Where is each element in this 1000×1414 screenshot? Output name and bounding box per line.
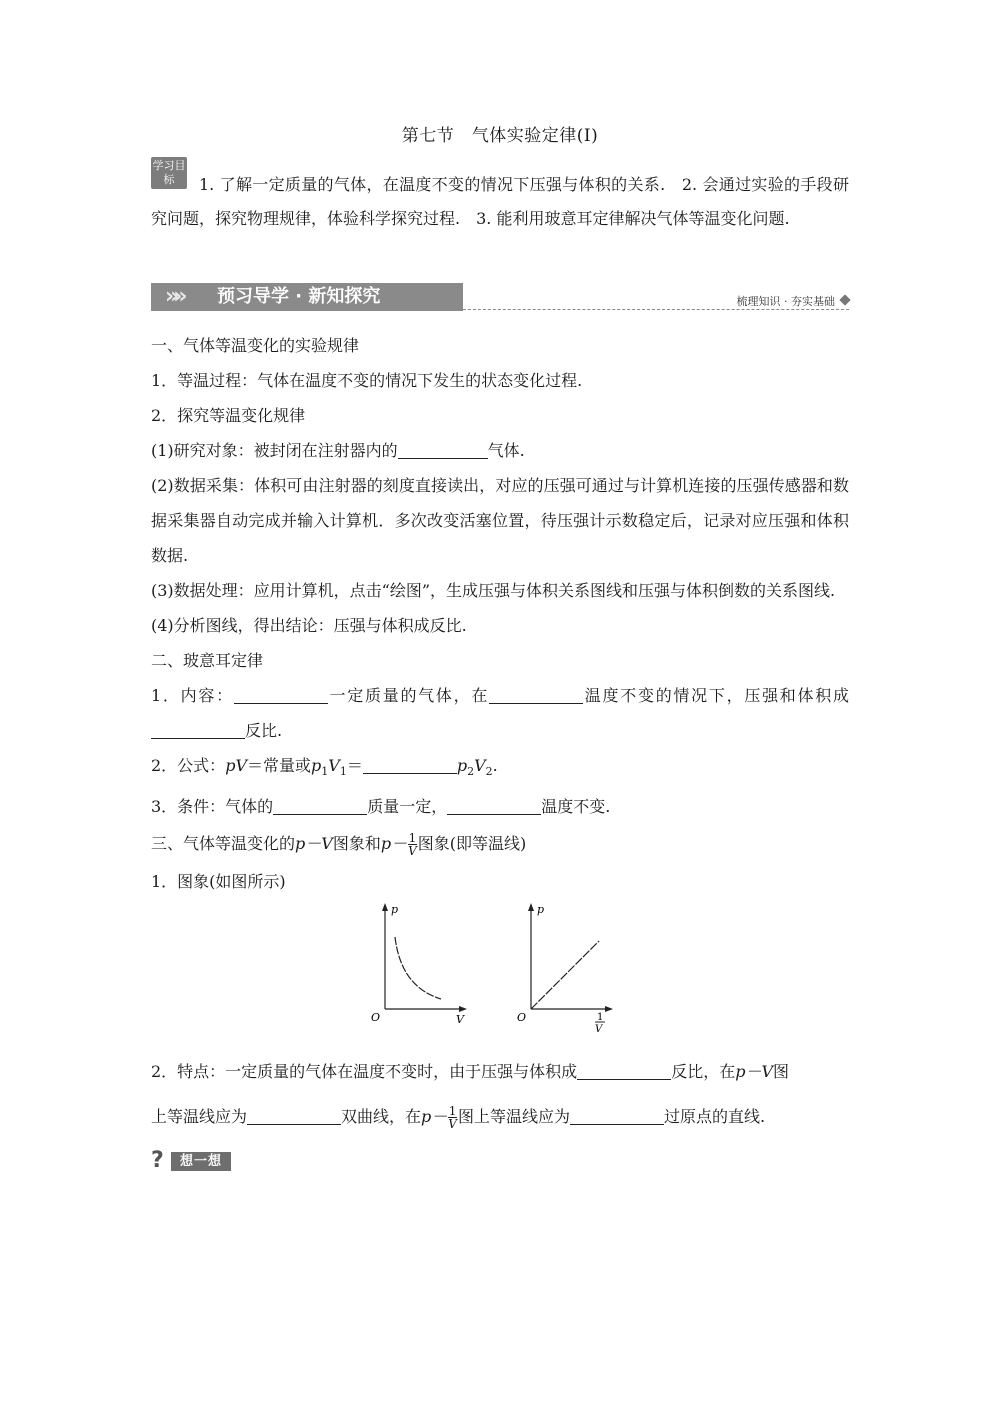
isotherm-graphs — [151, 899, 849, 1049]
banner-divider — [463, 309, 849, 310]
frac-num: 1 — [408, 831, 417, 846]
blank-formula[interactable] — [363, 755, 457, 774]
y-arrow-2 — [528, 903, 534, 911]
x-arrow-2 — [605, 1006, 613, 1012]
inverse-v-fraction-2 — [448, 1105, 457, 1130]
s2-content-c: 温度不变的情况下，压强和体积成 — [583, 686, 849, 705]
blank-condition-1[interactable] — [273, 796, 367, 815]
sub-1b: 1 — [339, 765, 347, 779]
y-axis-label-2: p — [537, 903, 545, 917]
question-icon: ? — [151, 1148, 164, 1173]
var-V: V — [235, 756, 247, 775]
s3-h-p: p－ — [380, 834, 408, 854]
x-axis-label: V — [456, 1013, 464, 1027]
s1-line-4: (2)数据采集：体积可由注射器的刻度直接读出，对应的压强可通过与计算机连接的压强传感器和数据采集器自动完成并输入计算机．多次改变活塞位置，待压强计示数稳定后，记录对应压强和体积数据. — [151, 476, 849, 565]
cond-b: 质量一定， — [367, 797, 448, 817]
s1-line-5: (3)数据处理：应用计算机，点击“绘图”，生成压强与体积关系图线和压强与体积倒数的关系图线. — [151, 581, 836, 600]
blank-content-1[interactable] — [234, 685, 328, 704]
page-title: 第七节 气体实验定律(Ⅰ) — [401, 126, 599, 146]
inverse-v-fraction — [408, 832, 417, 857]
s3-l3p: p－ — [421, 1107, 448, 1127]
var-V1: V — [328, 756, 340, 775]
formula-end: . — [492, 756, 498, 775]
s3-l2b: 反比，在 — [671, 1062, 736, 1082]
s1-line-3 — [151, 433, 849, 468]
learning-goals-text — [151, 168, 849, 236]
sub-1: 1 — [321, 765, 329, 779]
var-V2: V — [474, 756, 486, 775]
banner-title: 预习导学 · 新知探究 — [217, 286, 381, 307]
s3-h-pv: p－V — [295, 834, 333, 854]
formula-eq: ＝ — [346, 756, 363, 775]
var-p: p — [225, 756, 236, 775]
s1-line-1: 1．等温过程：气体在温度不变的情况下发生的状态变化过程. — [151, 371, 583, 390]
blank-feature-2[interactable] — [247, 1106, 341, 1125]
s2-condition — [151, 789, 849, 824]
s1-line-3a: (1)研究对象：被封闭在注射器内的 — [151, 441, 398, 460]
var-p1: p — [311, 756, 322, 775]
s2-formula — [151, 748, 849, 789]
x-arrow — [459, 1006, 467, 1012]
y-arrow — [382, 903, 388, 911]
frac-den: V — [408, 844, 417, 859]
blank-content-2[interactable] — [489, 685, 583, 704]
formula-prefix: 2．公式： — [151, 756, 226, 775]
s3-h-b: 图象和 — [332, 834, 381, 854]
section-3-heading — [151, 824, 849, 864]
s2-content-d: 反比. — [245, 721, 283, 740]
frac2-den: V — [448, 1117, 457, 1132]
sub-2b: 2 — [485, 765, 493, 779]
y-axis-label: p — [391, 903, 399, 917]
s3-h-c: 图象(即等温线) — [417, 834, 527, 854]
s2-content-b: 一定质量的气体，在 — [327, 686, 490, 705]
origin-label-2: O — [517, 1011, 527, 1025]
s3-line-1: 1．图象(如图所示) — [151, 872, 286, 892]
s1-line-2: 2．探究等温变化规律 — [151, 406, 306, 425]
cond-a: 3．条件：气体的 — [151, 797, 274, 817]
think-label: 想一想 — [171, 1152, 231, 1171]
blank-feature-1[interactable] — [577, 1061, 671, 1080]
banner-subtitle: 梳理知识 · 夯实基础 — [736, 295, 835, 308]
s1-line-3b: 气体. — [487, 441, 525, 460]
sub-2: 2 — [467, 765, 475, 779]
frac2-num: 1 — [448, 1104, 457, 1119]
cond-c: 温度不变. — [541, 797, 611, 817]
pv-graph — [371, 899, 471, 1027]
main-content — [151, 328, 849, 1139]
banner-box — [151, 283, 463, 311]
origin-label: O — [371, 1011, 381, 1025]
s3-line-3 — [151, 1094, 849, 1139]
blank-research-object[interactable] — [398, 440, 488, 459]
p-inverse-v-graph — [509, 899, 619, 1036]
diamond-icon — [839, 294, 850, 305]
proportional-line — [531, 941, 599, 1009]
s3-l3c: 图上等温线应为 — [457, 1107, 570, 1127]
s3-line-2 — [151, 1049, 849, 1094]
x-axis-label-num: 1 — [597, 1012, 604, 1024]
chevron-icon: »» — [165, 284, 182, 309]
section-2-heading: 二、玻意耳定律 — [151, 651, 264, 670]
blank-condition-2[interactable] — [447, 796, 541, 815]
s3-l2a: 2．特点：一定质量的气体在温度不变时，由于压强与体积成 — [151, 1062, 578, 1082]
s3-l3a: 上等温线应为 — [151, 1107, 248, 1127]
blank-content-3[interactable] — [151, 720, 245, 739]
s3-l2c: 图 — [773, 1062, 790, 1082]
learning-goals-content: 1. 了解一定质量的气体，在温度不变的情况下压强与体积的关系. 2. 会通过实验的手段研究问题，探究物理规律，体验科学探究过程. 3. 能利用玻意耳定律解决气体等温变化问题. — [151, 175, 849, 228]
s2-content-a: 1．内容： — [151, 686, 234, 705]
formula-mid: ＝常量或 — [247, 756, 312, 775]
blank-feature-3[interactable] — [570, 1106, 664, 1125]
s3-l3b: 双曲线，在 — [341, 1107, 422, 1127]
s1-line-6: (4)分析图线，得出结论：压强与体积成反比. — [151, 616, 467, 635]
s2-content — [151, 678, 849, 748]
s3-l3d: 过原点的直线. — [663, 1107, 766, 1127]
x-axis-label-den: V — [595, 1024, 603, 1036]
section-1-heading: 一、气体等温变化的实验规律 — [151, 336, 360, 355]
section-banner — [151, 283, 849, 313]
learning-goals-badge: 学习目标 — [151, 157, 187, 189]
hyperbola-curve — [395, 937, 441, 999]
s3-h-a: 三、气体等温变化的 — [151, 834, 296, 854]
var-p2: p — [456, 756, 468, 775]
s3-l2pv: p－V — [735, 1062, 774, 1082]
